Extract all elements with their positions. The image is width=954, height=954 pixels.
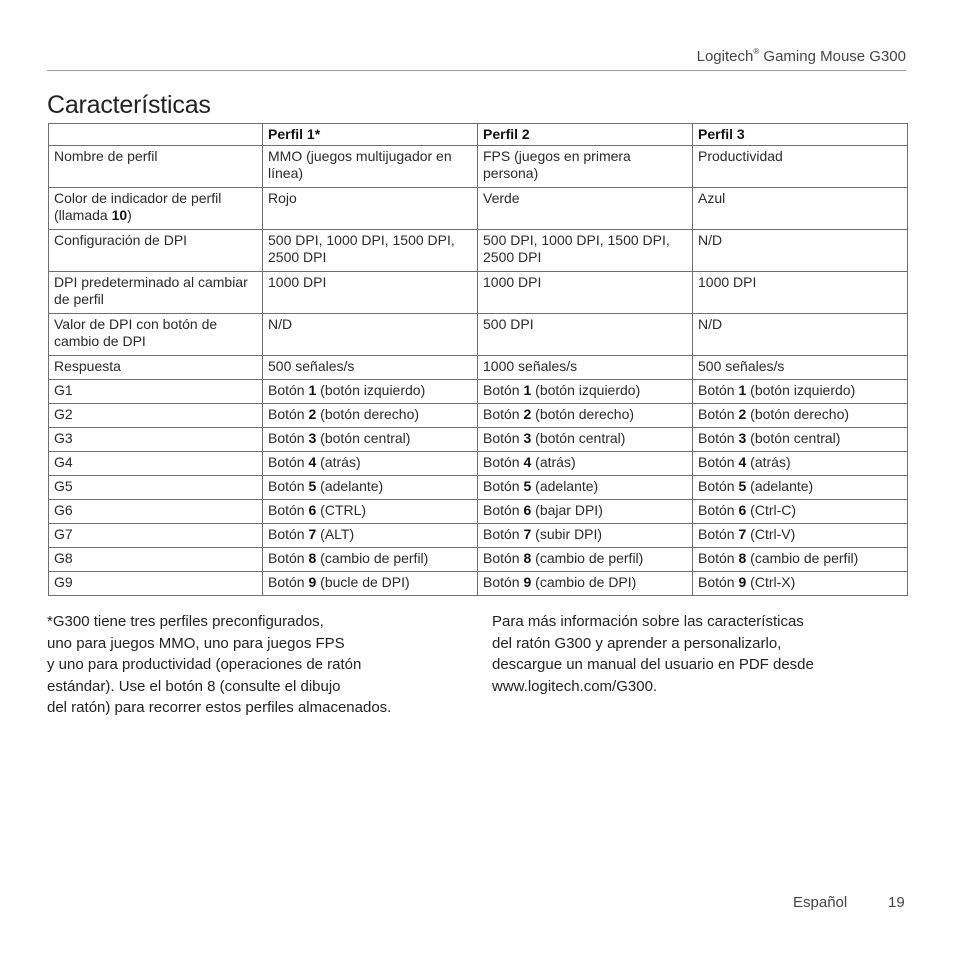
more-info-paragraph xyxy=(492,611,892,697)
button-prefix: Botón xyxy=(268,478,309,494)
button-number: 6 xyxy=(523,502,532,518)
button-prefix: Botón xyxy=(483,502,524,518)
button-function: (bucle de DPI) xyxy=(316,574,410,590)
button-function: (botón derecho) xyxy=(746,406,850,422)
button-function: (cambio de DPI) xyxy=(531,574,637,590)
table-row xyxy=(49,500,908,524)
button-prefix: Botón xyxy=(483,430,524,446)
button-number: 7 xyxy=(523,526,532,542)
button-number: 1 xyxy=(523,382,532,398)
header-cell-empty xyxy=(49,124,263,146)
table-cell xyxy=(478,572,693,596)
table-row xyxy=(49,146,908,188)
table-row xyxy=(49,314,908,356)
button-function: (botón izquierdo) xyxy=(316,382,426,398)
table-cell: 500 DPI, 1000 DPI, 1500 DPI, 2500 DPI xyxy=(263,230,478,272)
button-prefix: Botón xyxy=(268,550,309,566)
table-row xyxy=(49,380,908,404)
more-info-line: del ratón G300 y aprender a personalizarlo, xyxy=(492,634,782,652)
table-cell xyxy=(693,524,908,548)
button-number: 1 xyxy=(738,382,747,398)
row-label: Valor de DPI con botón de cambio de DPI xyxy=(49,314,263,356)
table-cell xyxy=(693,548,908,572)
table-cell xyxy=(478,500,693,524)
table-cell xyxy=(263,476,478,500)
table-row xyxy=(49,404,908,428)
table-cell xyxy=(263,380,478,404)
table-cell: 500 señales/s xyxy=(693,356,908,380)
more-info-line: descargue un manual del usuario en PDF desde xyxy=(492,656,814,673)
button-prefix: Botón xyxy=(483,406,524,422)
table-row xyxy=(49,188,908,230)
button-prefix: Botón xyxy=(268,526,309,542)
row-label: G1 xyxy=(49,380,263,404)
button-prefix: Botón xyxy=(483,526,524,542)
table-row xyxy=(49,476,908,500)
table-cell xyxy=(478,380,693,404)
table-cell: 1000 señales/s xyxy=(478,356,693,380)
button-number: 2 xyxy=(738,406,747,422)
button-prefix: Botón xyxy=(483,574,524,590)
button-number: 3 xyxy=(738,430,747,446)
button-number: 6 xyxy=(738,502,747,518)
table-cell xyxy=(263,500,478,524)
button-function: (bajar DPI) xyxy=(531,502,603,518)
table-row xyxy=(49,428,908,452)
table-row xyxy=(49,548,908,572)
button-prefix: Botón xyxy=(698,478,739,494)
footnote-line: *G300 tiene tres perfiles preconfigurados, xyxy=(47,613,324,630)
button-function: (botón central) xyxy=(316,430,411,446)
button-function: (Ctrl-C) xyxy=(746,502,797,518)
row-label: G4 xyxy=(49,452,263,476)
button-function: (CTRL) xyxy=(316,502,367,518)
header-cell-profile-2: Perfil 2 xyxy=(478,124,693,146)
page-number: 19 xyxy=(888,894,905,911)
button-number: 9 xyxy=(308,574,317,590)
table-cell: Productividad xyxy=(693,146,908,188)
table-cell: N/D xyxy=(693,314,908,356)
button-number: 6 xyxy=(308,502,317,518)
more-info-line: Para más información sobre las características xyxy=(492,613,804,630)
row-label: G2 xyxy=(49,404,263,428)
button-prefix: Botón xyxy=(698,550,739,566)
footnote xyxy=(47,611,457,719)
table-cell: FPS (juegos en primera persona) xyxy=(478,146,693,188)
button-prefix: Botón xyxy=(268,502,309,518)
row-label: DPI predeterminado al cambiar de perfil xyxy=(49,272,263,314)
table-row xyxy=(49,230,908,272)
button-prefix: Botón xyxy=(268,574,309,590)
button-function: (botón derecho) xyxy=(316,406,420,422)
button-function: (botón central) xyxy=(531,430,626,446)
table-row xyxy=(49,572,908,596)
footnote-line: uno para juegos MMO, uno para juegos FPS xyxy=(47,634,345,652)
table-cell: Rojo xyxy=(263,188,478,230)
product-name: Gaming Mouse G300 xyxy=(759,48,906,65)
table-cell xyxy=(693,380,908,404)
page-title: Características xyxy=(47,91,211,119)
footnote-line: y uno para productividad (operaciones de ratón xyxy=(47,656,362,673)
button-number: 3 xyxy=(523,430,532,446)
table-cell xyxy=(263,452,478,476)
footnote-line: del ratón) para recorrer estos perfiles almacenados. xyxy=(47,699,392,716)
button-number: 4 xyxy=(738,454,747,470)
table-cell: Verde xyxy=(478,188,693,230)
header-cell-profile-1: Perfil 1* xyxy=(263,124,478,146)
header-divider xyxy=(47,70,906,71)
callout-number: 10 xyxy=(111,207,128,223)
button-number: 2 xyxy=(308,406,317,422)
running-header xyxy=(47,47,906,65)
button-function: (ALT) xyxy=(316,526,355,542)
button-function: (cambio de perfil) xyxy=(746,550,859,566)
button-number: 8 xyxy=(308,550,317,566)
button-assignment-rows xyxy=(49,380,908,596)
button-function: (cambio de perfil) xyxy=(531,550,644,566)
button-number: 4 xyxy=(523,454,532,470)
button-prefix: Botón xyxy=(268,454,309,470)
row-label-text: Color de indicador de perfil (llamada xyxy=(54,190,222,223)
table-cell xyxy=(693,428,908,452)
table-cell: 500 DPI, 1000 DPI, 1500 DPI, 2500 DPI xyxy=(478,230,693,272)
button-number: 8 xyxy=(523,550,532,566)
button-function: (atrás) xyxy=(746,454,791,470)
row-label-text: ) xyxy=(127,207,132,223)
brand-name: Logitech xyxy=(696,48,754,65)
row-label xyxy=(49,188,263,230)
table-row xyxy=(49,356,908,380)
button-function: (atrás) xyxy=(531,454,576,470)
table-cell xyxy=(263,428,478,452)
table-cell: MMO (juegos multijugador en línea) xyxy=(263,146,478,188)
button-prefix: Botón xyxy=(698,430,739,446)
table-cell xyxy=(263,524,478,548)
button-number: 1 xyxy=(308,382,317,398)
button-prefix: Botón xyxy=(698,526,739,542)
table-cell xyxy=(478,524,693,548)
button-number: 3 xyxy=(308,430,317,446)
features-table xyxy=(48,123,908,596)
table-cell xyxy=(693,452,908,476)
button-function: (adelante) xyxy=(531,478,599,494)
table-header-row xyxy=(49,124,908,146)
row-label: G6 xyxy=(49,500,263,524)
button-number: 8 xyxy=(738,550,747,566)
table-cell xyxy=(478,548,693,572)
button-number: 5 xyxy=(523,478,532,494)
button-prefix: Botón xyxy=(483,454,524,470)
button-prefix: Botón xyxy=(268,430,309,446)
table-cell xyxy=(263,404,478,428)
row-label: G3 xyxy=(49,428,263,452)
footnote-line: estándar). Use el botón 8 (consulte el dibujo xyxy=(47,677,341,695)
footer-language: Español xyxy=(793,894,848,911)
table-cell: 1000 DPI xyxy=(478,272,693,314)
row-label: G5 xyxy=(49,476,263,500)
table-cell xyxy=(478,404,693,428)
button-number: 7 xyxy=(738,526,747,542)
table-row xyxy=(49,272,908,314)
button-function: (botón derecho) xyxy=(531,406,635,422)
button-function: (atrás) xyxy=(316,454,361,470)
table-cell xyxy=(693,500,908,524)
button-function: (botón central) xyxy=(746,430,841,446)
header-cell-profile-3: Perfil 3 xyxy=(693,124,908,146)
button-prefix: Botón xyxy=(698,382,739,398)
table-cell xyxy=(693,572,908,596)
row-label: Configuración de DPI xyxy=(49,230,263,272)
row-label: Nombre de perfil xyxy=(49,146,263,188)
button-prefix: Botón xyxy=(698,406,739,422)
button-function: (Ctrl-X) xyxy=(746,574,796,590)
button-prefix: Botón xyxy=(483,550,524,566)
table-row xyxy=(49,524,908,548)
button-number: 9 xyxy=(738,574,747,590)
table-cell: Azul xyxy=(693,188,908,230)
row-label: G9 xyxy=(49,572,263,596)
button-prefix: Botón xyxy=(268,382,309,398)
registered-mark: ® xyxy=(753,47,760,56)
button-number: 5 xyxy=(308,478,317,494)
button-function: (Ctrl-V) xyxy=(746,526,796,542)
table-cell xyxy=(263,572,478,596)
button-number: 9 xyxy=(523,574,532,590)
table-cell xyxy=(478,428,693,452)
button-number: 7 xyxy=(308,526,317,542)
table-row xyxy=(49,452,908,476)
row-label: G8 xyxy=(49,548,263,572)
table-cell xyxy=(478,476,693,500)
table-cell xyxy=(693,404,908,428)
button-function: (adelante) xyxy=(316,478,384,494)
table-cell: 500 DPI xyxy=(478,314,693,356)
button-number: 5 xyxy=(738,478,747,494)
button-number: 2 xyxy=(523,406,532,422)
button-number: 4 xyxy=(308,454,317,470)
more-info-url: www.logitech.com/G300. xyxy=(492,677,658,695)
row-label: Respuesta xyxy=(49,356,263,380)
table-cell xyxy=(693,476,908,500)
button-prefix: Botón xyxy=(268,406,309,422)
button-prefix: Botón xyxy=(698,454,739,470)
table-cell: 500 señales/s xyxy=(263,356,478,380)
button-function: (cambio de perfil) xyxy=(316,550,429,566)
button-function: (botón izquierdo) xyxy=(531,382,641,398)
button-prefix: Botón xyxy=(698,574,739,590)
table-cell: N/D xyxy=(263,314,478,356)
table-cell: 1000 DPI xyxy=(693,272,908,314)
table-cell: N/D xyxy=(693,230,908,272)
button-function: (botón izquierdo) xyxy=(746,382,856,398)
table-cell xyxy=(478,452,693,476)
button-prefix: Botón xyxy=(483,382,524,398)
button-function: (adelante) xyxy=(746,478,814,494)
row-label: G7 xyxy=(49,524,263,548)
table-cell: 1000 DPI xyxy=(263,272,478,314)
button-function: (subir DPI) xyxy=(531,526,603,542)
button-prefix: Botón xyxy=(483,478,524,494)
button-prefix: Botón xyxy=(698,502,739,518)
table-cell xyxy=(263,548,478,572)
